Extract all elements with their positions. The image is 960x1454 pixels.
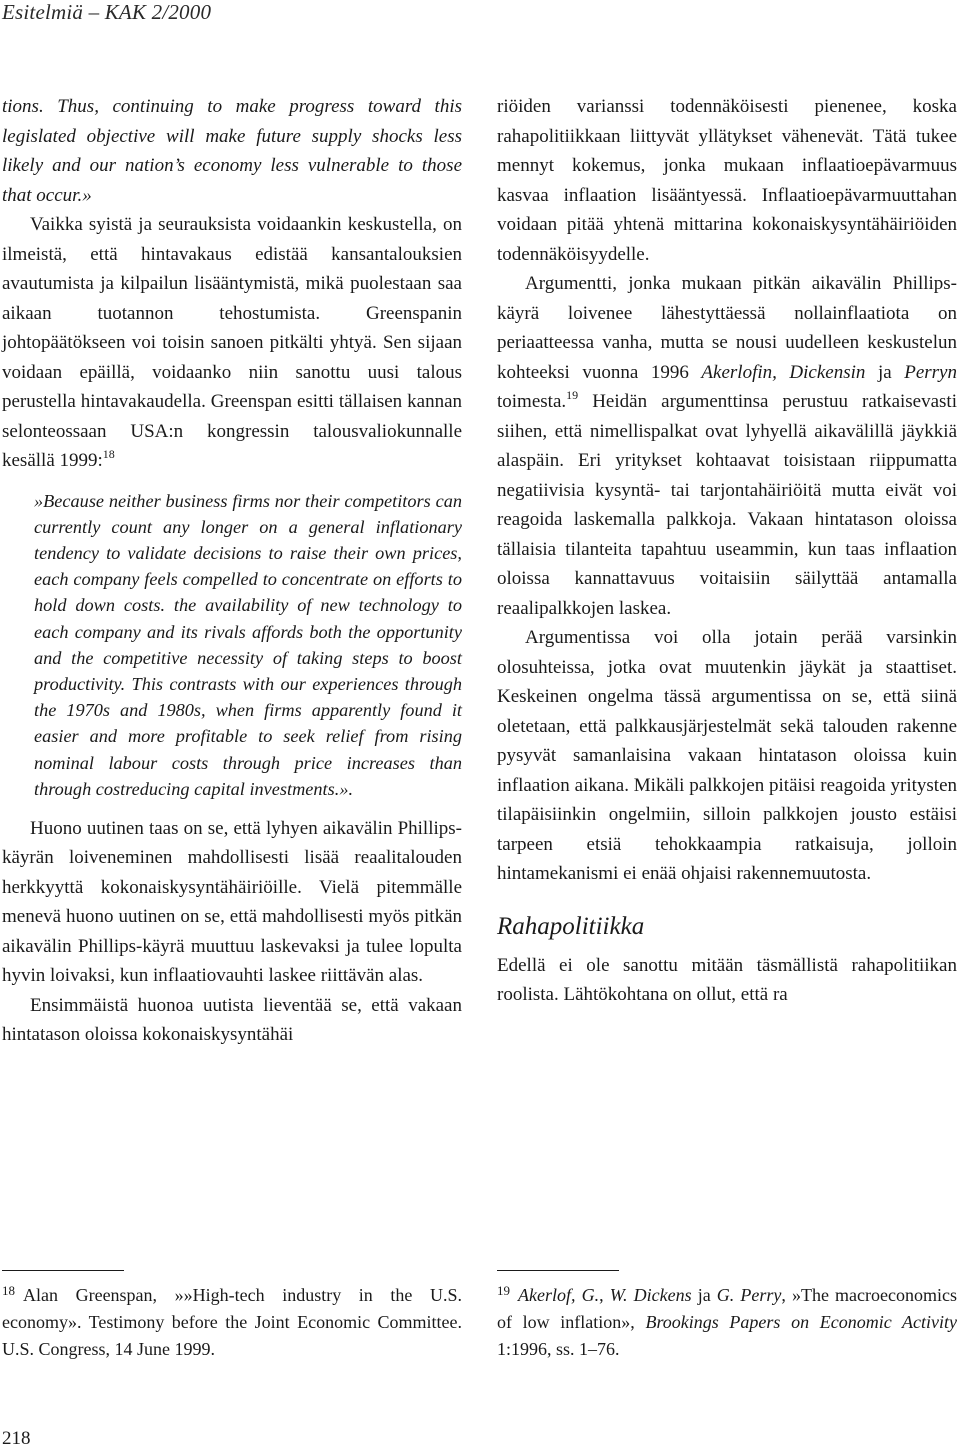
footnote-ref-19[interactable]: 19: [566, 388, 579, 402]
footnote-19-author1: Akerlof, G.: [518, 1285, 600, 1305]
footnote-18-text: Alan Greenspan, »»High-tech industry in the U.S. economy». Testimony before the Joint Economic Committee. U.S. Congress, 14 June 1999.: [2, 1285, 462, 1359]
footnote-19-author2: W. Dickens: [609, 1285, 692, 1305]
footnote-19-sep2: ja: [691, 1285, 717, 1305]
footnote-18: [2, 1277, 462, 1363]
footnote-19-author3: G. Perry: [716, 1285, 782, 1305]
paragraph-5-and: ja: [865, 361, 905, 383]
body-paragraph-1-text: Vaikka syistä ja seurauksista voidaankin keskustella, on ilmeistä, että hintavakaus edistää kansantalouksien avautumista ja kilpailun lisääntymistä, mikä puolestaan saa aikaan tuotannon tehostumista. Greenspanin johtopäätökseen voi toisin sanoen pitkälti yhtyä. Sen sijaan voidaan epäillä, voidaanko niin sanottu uusi talous perustella hintavakaudella. Greenspan esitti tällaisen kannan selonteossaan USA:n kongressin talousvaliokunnalle kesällä 1999:: [2, 214, 462, 471]
footnote-rule-right: [497, 1270, 619, 1271]
body-paragraph-3: Ensimmäistä huonoa uutista lieventää se, että vakaan hintatason oloissa kokonaiskysyntähäi: [2, 994, 462, 1046]
body-paragraph-5: [497, 269, 957, 623]
footnote-ref-18[interactable]: 18: [102, 447, 115, 461]
body-paragraph-4: riöiden varianssi todennäköisesti pienenee, koska rahapolitiikkaan liittyvät yllätykset vähenevät. Tätä tukee mennyt kokemus, jonka mukaan inflaatioepävarmuus kasvaa inflaation lisääntyessä. Inflaatioepävarmuuttahan voidaan pitää yhtenä mittarina kokonaiskysyntähäiriöiden todennäköisyydelle.: [497, 96, 957, 265]
paragraph-5-end: Heidän argumenttinsa perustuu ratkaisevasti siihen, että nimellispalkat ovat lyhyellä aikavälillä jäykkiä alaspäin. Eri yritykset kohtaavat toisistaan riippumatta negatiivisia kysyntä- tai tarjontahäiriöitä mutta eivät voi reagoida laskemalla palkkoja. Vakaan hintatason oloissa tällaisia tilanteita tapahtuu useammin, kun taas inflaation oloissa kannattavuus voitaisiin säilyttää antamalla reaalipalkkojen laskea.: [497, 391, 957, 619]
running-head: Esitelmiä – KAK 2/2000: [2, 0, 212, 24]
page-number: 218: [2, 1428, 31, 1449]
footnote-19-sep1: ,: [599, 1285, 610, 1305]
author-name-2: Perryn: [904, 361, 957, 383]
footnote-rule-left: [2, 1270, 124, 1271]
left-column: [2, 92, 462, 1050]
footnote-19-journal: Brookings Papers on Economic Activity: [645, 1312, 958, 1332]
paragraph-5-start: Argumentti, jonka mukaan pitkän aikavälin Phillips-käyrä loivenee lähestyttäessä nollainflaatiota on periaatteessa vanha, mutta se nousi uudelleen keskustelun kohteeksi vuonna 1996: [497, 273, 957, 383]
footnote-19-end: 1:1996, ss. 1–76.: [497, 1339, 620, 1359]
footnote-19-title: , »The macroeconomics of low inflation»,: [497, 1285, 957, 1332]
section-heading: Rahapolitiikka: [497, 912, 645, 940]
body-paragraph-2: Huono uutinen taas on se, että lyhyen aikavälin Phillips-käyrän loiveneminen mahdollisesti lisää reaalitalouden herkkyyttä kokonaiskysyntähäiriöille. Vielä pitemmälle menevä huono uutinen on se, että mahdollisesti myös pitkän aikavälin Phillips-käyrä muuttuu laskevaksi ja tulee lopulta hyvin loivaksi, kun inflaatiovauhti laskee riittävän alas.: [2, 817, 462, 987]
quote-continuation: tions. Thus, continuing to make progress toward this legislated objective will make future supply shocks less likely and our nation’s economy less vulnerable to those that occur.»: [2, 96, 462, 206]
body-paragraph-1: [2, 210, 462, 476]
paragraph-5-after-names: toimesta.: [497, 391, 567, 412]
body-paragraph-7: Edellä ei ole sanottu mitään täsmällistä rahapolitiikan roolista. Lähtökohtana on ollut, että ra: [497, 954, 957, 1005]
right-column: [497, 92, 957, 1010]
footnote-19: [497, 1277, 957, 1363]
footnote-19-number: 19: [497, 1283, 510, 1298]
footnote-18-number: 18: [2, 1283, 15, 1298]
author-names-1: Akerlofin, Dickensin: [701, 361, 866, 383]
body-paragraph-6: Argumentissa voi olla jotain perää varsinkin olosuhteissa, jotka ovat muutenkin jäykät ja staattiset. Keskeinen ongelma tässä argumentissa on se, että siinä oletetaan, että palkkausjärjestelmät sekä talouden rakenne pysyvät samanlaisina vakaan hintatason oloissa kuin inflaation aikana. Mikäli palkkojen pitäisi reagoida yritysten tilapäisiinkin ongelmiin, silloin palkkojen jousto estäisi tarpeen etsiä tehokkaampia ratkaisuja, jolloin hintamekanismi ei enää ohjaisi rakennemuutosta.: [497, 627, 957, 884]
greenspan-quote: »Because neither business firms nor their competitors can currently count any longer on a general inflationary tendency to validate decisions to raise their own prices, each company feels compelled to concentrate on efforts to hold down costs. the availability of new technology to each company and its rivals affords both the opportunity and the competitive necessity of taking steps to boost productivity. This contrasts with our experiences through the 1970s and 1980s, when firms apparently found it easier and more profitable to seek relief from rising nominal labour costs through price increases than through costreducing capital investments.».: [34, 490, 462, 799]
